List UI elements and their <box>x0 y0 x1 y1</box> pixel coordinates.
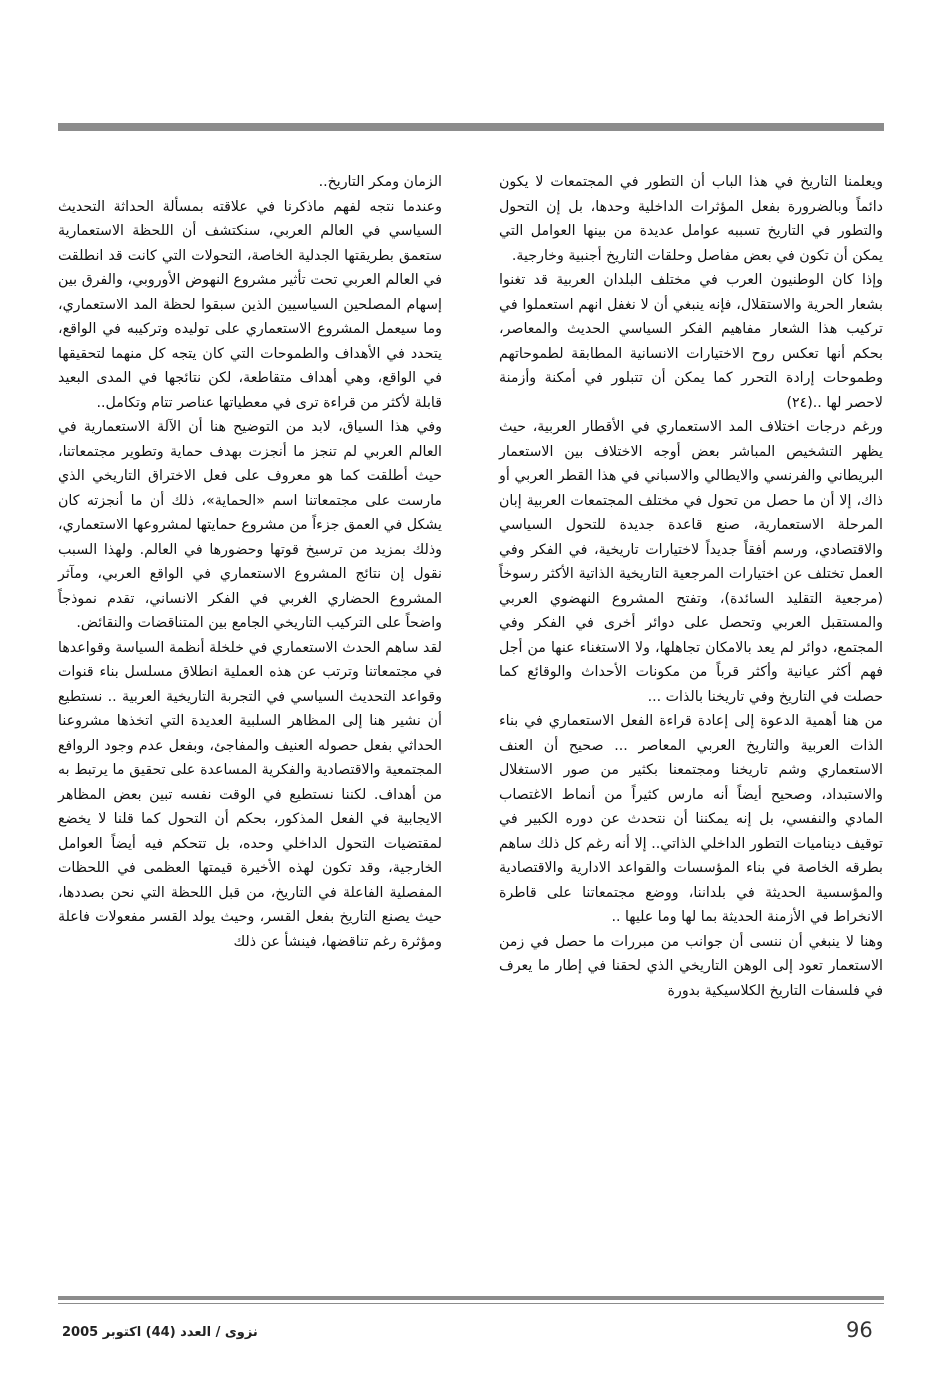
paragraph: الزمان ومكر التاريخ.. <box>318 174 442 190</box>
page-number: 96 <box>846 1318 873 1342</box>
paragraph: ويعلمنا التاريخ في هذا الباب أن التطور في المجتمعات لا يكون دائماً وبالضرورة بفعل المؤثرات الداخلية وحدها، بل إن التحول والتطور في التاريخ تسببه عوامل عديدة من بينها العوامل التي يمكن أن تكون في بعض مفاصل وحلقات التاريخ أجنبية وخارجية. <box>499 174 883 264</box>
paragraph: من هنا أهمية الدعوة إلى إعادة قراءة الفعل الاستعماري في بناء الذات العربية والتاريخ العربي المعاصر ... صحيح أن العنف الاستعماري وشم تاريخنا ومجتمعنا بكثير من صور الاستغلال والاستبداد، وصحيح أيضاً أنه مارس كثيراً من أنماط الاغتصاب المادي والنفسي، بل إنه يمكننا أن نتحدث عن دوره الكبير في توقيف ديناميات التطور الداخلي الذاتي.. إلا أنه رغم كل ذلك ساهم بطرقه الخاصة في بناء المؤسسات والقواعد الادارية والاقتصادية والمؤسسية الحديثة في بلداننا، ووضع مجتمعاتنا على قاطرة الانخراط في الأزمنة الحديثة بما لها وما عليها .. <box>499 713 883 925</box>
top-rule <box>58 123 884 131</box>
paragraph: لقد ساهم الحدث الاستعماري في خلخلة أنظمة السياسة وقواعدها في مجتمعاتنا وترتب عن هذه العملية انطلاق مسلسل بناء قنوات وقواعد التحديث السياسي في التجربة التاريخية العربية .. نستطيع أن نشير هنا إلى المظاهر السلبية العديدة التي اتخذها مشروعنا الحداثي بفعل حصوله العنيف والمفاجئ، وبفعل عدم وجود الروافع المجتمعية والاقتصادية والفكرية المساعدة على تحقيق ما يرتبط به من أهداف. لكننا نستطيع في الوقت نفسه تبين بعض المظاهر الايجابية في الفعل المذكور، بحكم أن التحول كما قلنا لا يخضع لمقتضيات التحول الداخلي وحده، بل تتحكم فيه أيضاً العوامل الخارجية، وقد تكون لهذه الأخيرة قيمتها العظمى في اللحظات المفصلية الفاعلة في التاريخ، من قبل اللحظة التي نحن بصددها، حيث يصنع التاريخ بفعل القسر، وحيث يولد القسر مفعولات فاعلة ومؤثرة رغم تناقضها، فينشأ عن ذلك <box>58 639 442 950</box>
issue-footer: نزوى / العدد (44) اكتوبر 2005 <box>62 1325 258 1340</box>
paragraph: وعندما نتجه لفهم ماذكرنا في علاقته بمسألة الحداثة التحديث السياسي في العالم العربي، سنكتشف أن اللحظة الاستعمارية ستعمق بطريقتها الجدلية الخاصة، التحولات التي كانت قد انطلقت في العالم العربي تحت تأثير مشروع النهوض الأوروبي، والفرق بين إسهام المصلحين السياسيين الذين سبقوا لحظة المد الاستعماري، وما سيعمل المشروع الاستعماري على توليده وتركيبه في الواقع، يتحدد في الأهداف والطموحات التي كان يتجه كل منهما لتحقيقها في الواقع، وهي أهداف متقاطعة، لكن نتائجها في المدى البعيد قابلة لأكثر من قراءة ترى في معطياتها عناصر تتام وتكامل.. <box>58 198 442 411</box>
article-column-left <box>58 170 442 954</box>
paragraph: وإذا كان الوطنيون العرب في مختلف البلدان العربية قد تغنوا بشعار الحرية والاستقلال، فإنه ينبغي أن لا نغفل انهم استعملوا في تركيب هذا الشعار مفاهيم الفكر السياسي الحديث والمعاصر، بحكم أنها تعكس روح الاختيارات الانسانية المطابقة لطموحاتهم وطموحات إرادة التحرر كما يمكن أن تتبلور في أمكنة وأزمنة لاحصر لها ..(٢٤) <box>499 272 883 411</box>
bottom-rule-thin <box>58 1303 884 1304</box>
article-column-right <box>499 170 883 1003</box>
paragraph: ورغم درجات اختلاف المد الاستعماري في الأقطار العربية، حيث يظهر التشخيص المباشر بعض أوجه الاختلاف بين الاستعمار البريطاني والفرنسي والايطالي والاسباني في هذا القطر العربي أو ذاك، إلا أن ما حصل من تحول في مختلف المجتمعات العربية إبان المرحلة الاستعمارية، صنع قاعدة جديدة للتحول السياسي والاقتصادي، ورسم أفقاً جديداً لاختيارات تاريخية، في الفكر وفي العمل تختلف عن اختيارات المرجعية التاريخية الذاتية الأكثر رسوخاً (مرجعية التقليد السائدة)، وتفتح المشروع النهضوي العربي والمستقبل العربي وتحصل على دوائر أخرى في الفكر وفي المجتمع، دوائر لم يعد بالامكان تجاهلها، ولا الاستغناء عنها من أجل فهم أكثر عيانية وأكثر قرباً من مكونات الأحداث والوقائع كما حصلت في التاريخ وفي تاريخنا بالذات ... <box>499 419 883 705</box>
bottom-rule <box>58 1296 884 1300</box>
paragraph: وهنا لا ينبغي أن ننسى أن جوانب من مبررات ما حصل في زمن الاستعمار تعود إلى الوهن التاريخي الذي لحقنا في إطار ما يعرف في فلسفات التاريخ الكلاسيكية بدورة <box>499 933 883 999</box>
paragraph: وفي هذا السياق، لابد من التوضيح هنا أن الآلة الاستعمارية في العالم العربي لم تنجز ما أنجزت بهدف حماية وتطوير مجتمعاتنا، حيث أطلقت كما هو معروف على فعل الاختراق التاريخي الذي مارست على مجتمعاتنا اسم «الحماية»، ذلك أن ما أنجزته كان يشكل في العمق جزءاً من مشروع حمايتها لمشروعها الاستعماري، وذلك بمزيد من ترسيخ قوتها وحضورها في العالم. ولهذا السبب نقول إن نتائج المشروع الاستعماري في الواقع العربي، ومآثر المشروع الحضاري الغربي في الفكر الانساني، تقدم نموذجاً واضحاً على التركيب التاريخي الجامع بين المتناقضات والنقائض. <box>58 419 442 631</box>
